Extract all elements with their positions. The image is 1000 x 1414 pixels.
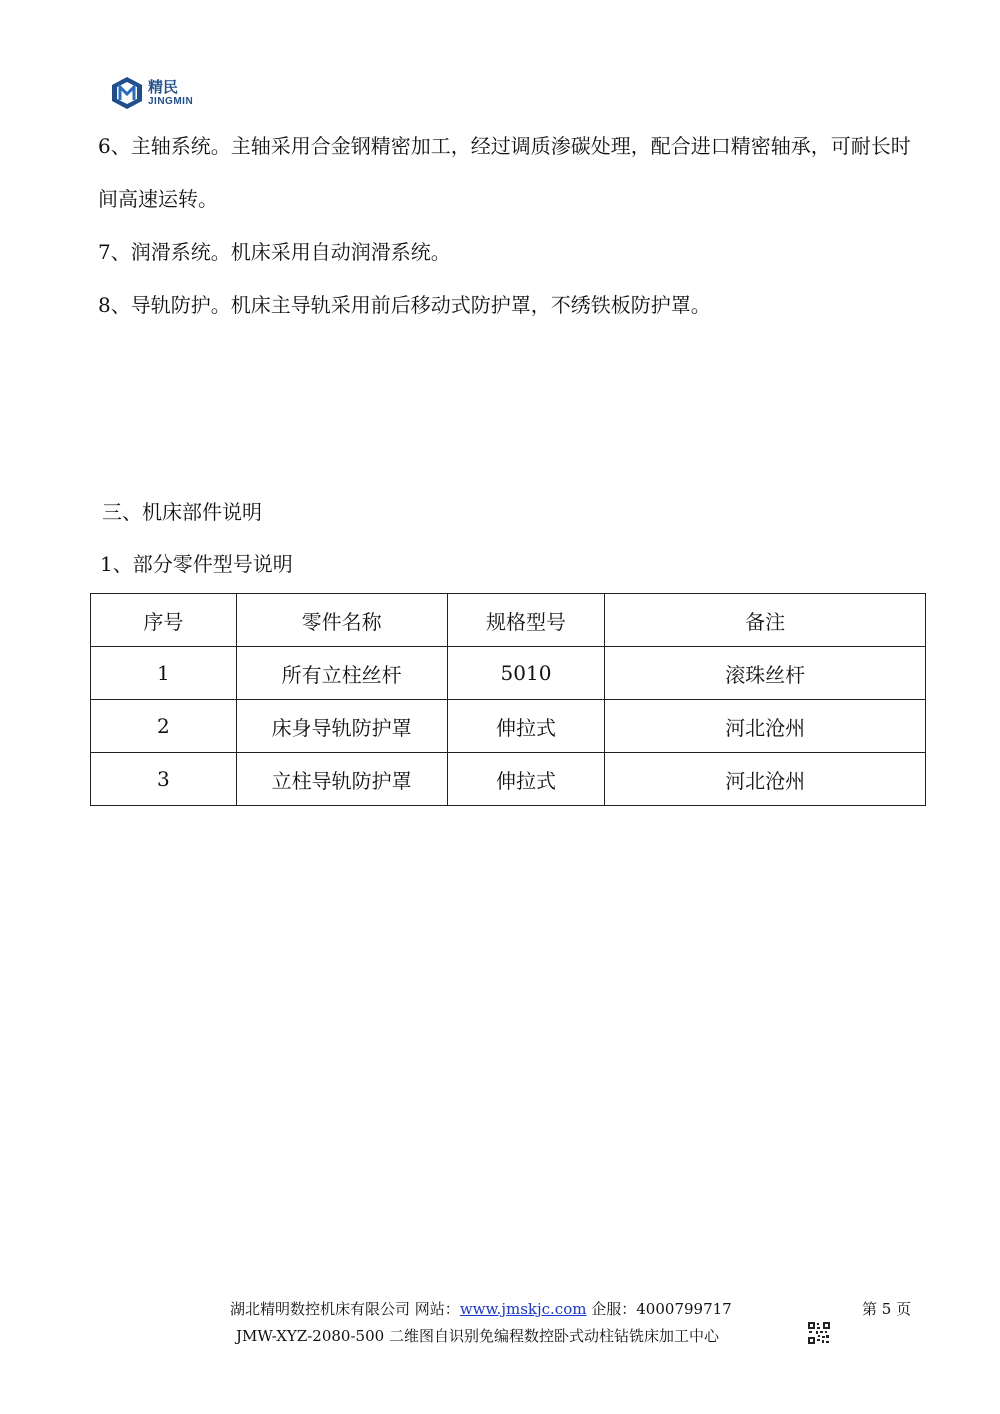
header-spec-model: 规格型号 (447, 594, 605, 647)
cell-part-name: 床身导轨防护罩 (236, 700, 447, 753)
item-8-guide-protection: 8、导轨防护。机床主导轨采用前后移动式防护罩，不绣铁板防护罩。 (98, 293, 711, 317)
parts-table (90, 593, 926, 806)
cell-spec-model: 5010 (447, 647, 605, 700)
item-7-lubrication-system: 7、润滑系统。机床采用自动润滑系统。 (98, 240, 451, 264)
jingmin-logo-icon (110, 76, 144, 110)
cell-remark: 滚珠丝杆 (605, 647, 926, 700)
page-number: 第 5 页 (862, 1300, 912, 1318)
cell-remark: 河北沧州 (605, 700, 926, 753)
header-remark: 备注 (605, 594, 926, 647)
cell-serial: 3 (91, 753, 237, 806)
header-serial: 序号 (91, 594, 237, 647)
cell-spec-model: 伸拉式 (447, 700, 605, 753)
table-row (91, 647, 926, 700)
cell-serial: 1 (91, 647, 237, 700)
section-title: 三、机床部件说明 (102, 500, 262, 524)
cell-remark: 河北沧州 (605, 753, 926, 806)
qr-code-icon (808, 1322, 830, 1344)
cell-part-name: 立柱导轨防护罩 (236, 753, 447, 806)
cell-part-name: 所有立柱丝杆 (236, 647, 447, 700)
cell-serial: 2 (91, 700, 237, 753)
subsection-title: 1、部分零件型号说明 (100, 552, 293, 576)
footer-service-label: 企服： (591, 1300, 637, 1318)
table-header-row (91, 594, 926, 647)
cell-spec-model: 伸拉式 (447, 753, 605, 806)
logo-chinese-text: 精民 (148, 77, 179, 96)
footer-company-line (230, 1298, 732, 1319)
footer-website-link[interactable]: www.jmskjc.com (459, 1300, 587, 1318)
header-part-name: 零件名称 (236, 594, 447, 647)
company-logo (110, 76, 193, 110)
table-row (91, 753, 926, 806)
footer-product-name: JMW-XYZ-2080-500 二维图自识别免编程数控卧式动柱钻铣床加工中心 (236, 1327, 719, 1345)
footer-website-label: 网站： (414, 1300, 460, 1318)
footer-company-name: 湖北精明数控机床有限公司 (230, 1300, 411, 1318)
table-row (91, 700, 926, 753)
footer-service-phone: 4000799717 (636, 1300, 732, 1318)
item-6-spindle-system: 6、主轴系统。主轴采用合金钢精密加工，经过调质渗碳处理，配合进口精密轴承，可耐长时间高速运转。 (98, 134, 911, 211)
logo-english-text: JINGMIN (148, 95, 194, 107)
